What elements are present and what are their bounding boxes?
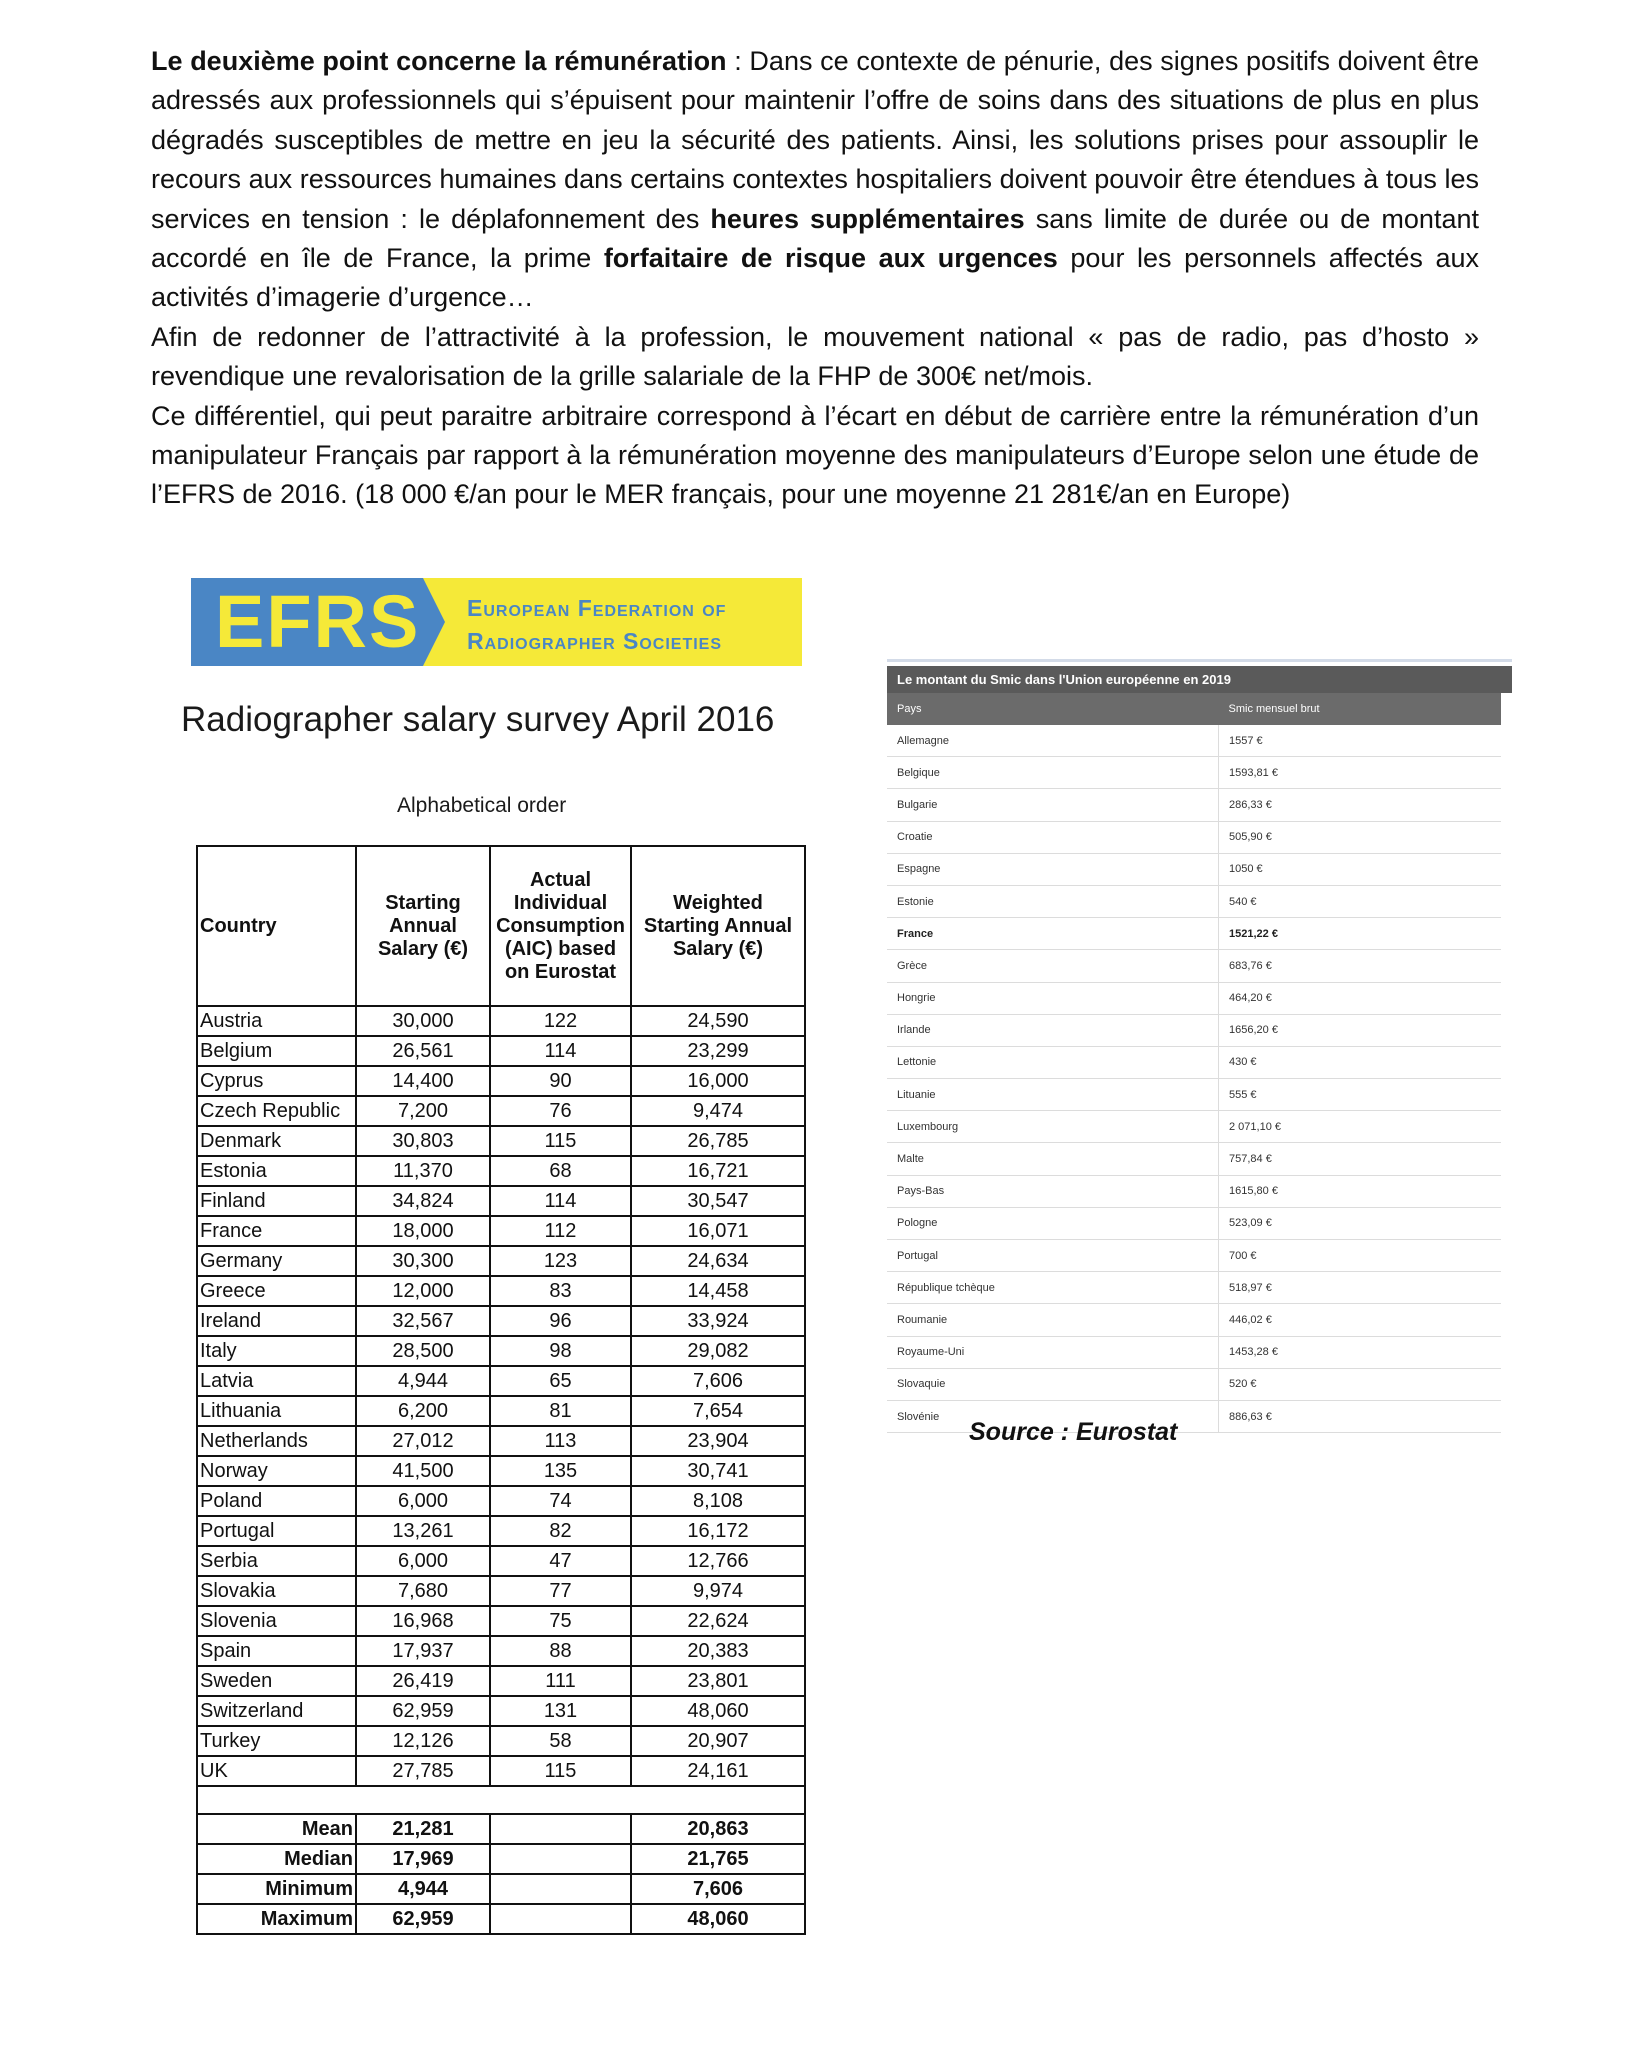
cell-aic: 115 bbox=[490, 1126, 631, 1156]
table-row bbox=[197, 1066, 805, 1096]
table-row bbox=[197, 1726, 805, 1756]
table-row bbox=[197, 1396, 805, 1426]
cell-weighted-salary: 33,924 bbox=[631, 1306, 805, 1336]
cell-aic: 111 bbox=[490, 1666, 631, 1696]
cell-weighted-salary: 30,741 bbox=[631, 1456, 805, 1486]
smic-row bbox=[887, 950, 1501, 982]
source-caption: Source : Eurostat bbox=[969, 1418, 1178, 1446]
smic-cell-amount: 886,63 € bbox=[1219, 1400, 1502, 1432]
salary-survey-table bbox=[196, 845, 806, 1935]
cell-country: Estonia bbox=[197, 1156, 356, 1186]
cell-country: Serbia bbox=[197, 1546, 356, 1576]
table-row bbox=[197, 1516, 805, 1546]
logo-mark: EFRS bbox=[215, 580, 421, 663]
smic-cell-country: Slovaquie bbox=[887, 1368, 1219, 1400]
table-row bbox=[197, 1756, 805, 1786]
cell-starting-salary: 28,500 bbox=[356, 1336, 490, 1366]
cell-aic: 47 bbox=[490, 1546, 631, 1576]
smic-cell-country: Lituanie bbox=[887, 1079, 1219, 1111]
cell-starting-salary: 11,370 bbox=[356, 1156, 490, 1186]
stats-row bbox=[197, 1814, 805, 1844]
cell-starting-salary: 16,968 bbox=[356, 1606, 490, 1636]
table-row bbox=[197, 1096, 805, 1126]
cell-stat-weighted: 48,060 bbox=[631, 1904, 805, 1934]
cell-stat-label: Maximum bbox=[197, 1904, 356, 1934]
cell-stat-salary: 21,281 bbox=[356, 1814, 490, 1844]
smic-row bbox=[887, 1014, 1501, 1046]
survey-subtitle: Alphabetical order bbox=[397, 794, 567, 817]
smic-row bbox=[887, 1272, 1501, 1304]
header-country: Country bbox=[197, 846, 356, 1006]
cell-starting-salary: 14,400 bbox=[356, 1066, 490, 1096]
smic-cell-amount: 555 € bbox=[1219, 1079, 1502, 1111]
cell-weighted-salary: 29,082 bbox=[631, 1336, 805, 1366]
smic-header-amount: Smic mensuel brut bbox=[1219, 693, 1502, 725]
cell-aic: 98 bbox=[490, 1336, 631, 1366]
cell-stat-empty bbox=[490, 1814, 631, 1844]
table-row bbox=[197, 1486, 805, 1516]
cell-country: France bbox=[197, 1216, 356, 1246]
smic-row bbox=[887, 918, 1501, 950]
smic-row bbox=[887, 853, 1501, 885]
cell-aic: 76 bbox=[490, 1096, 631, 1126]
table-row bbox=[197, 1036, 805, 1066]
logo-name-line: Radiographer Societies bbox=[467, 628, 723, 654]
cell-aic: 113 bbox=[490, 1426, 631, 1456]
cell-weighted-salary: 16,721 bbox=[631, 1156, 805, 1186]
smic-cell-amount: 1593,81 € bbox=[1219, 757, 1502, 789]
smic-cell-country: Luxembourg bbox=[887, 1111, 1219, 1143]
smic-row bbox=[887, 1304, 1501, 1336]
table-row bbox=[197, 1186, 805, 1216]
cell-aic: 88 bbox=[490, 1636, 631, 1666]
cell-aic: 83 bbox=[490, 1276, 631, 1306]
cell-starting-salary: 6,200 bbox=[356, 1396, 490, 1426]
smic-cell-amount: 2 071,10 € bbox=[1219, 1111, 1502, 1143]
cell-weighted-salary: 30,547 bbox=[631, 1186, 805, 1216]
cell-weighted-salary: 23,904 bbox=[631, 1426, 805, 1456]
smic-cell-amount: 1656,20 € bbox=[1219, 1014, 1502, 1046]
intro-text bbox=[151, 42, 1479, 515]
cell-aic: 65 bbox=[490, 1366, 631, 1396]
cell-aic: 58 bbox=[490, 1726, 631, 1756]
smic-cell-country: République tchèque bbox=[887, 1272, 1219, 1304]
smic-cell-country: Portugal bbox=[887, 1240, 1219, 1272]
cell-aic: 123 bbox=[490, 1246, 631, 1276]
cell-starting-salary: 7,680 bbox=[356, 1576, 490, 1606]
cell-starting-salary: 17,937 bbox=[356, 1636, 490, 1666]
table-row bbox=[197, 1156, 805, 1186]
table-row bbox=[197, 1456, 805, 1486]
cell-weighted-salary: 23,299 bbox=[631, 1036, 805, 1066]
table-row bbox=[197, 1546, 805, 1576]
cell-weighted-salary: 16,000 bbox=[631, 1066, 805, 1096]
cell-aic: 114 bbox=[490, 1036, 631, 1066]
smic-cell-country: Lettonie bbox=[887, 1046, 1219, 1078]
cell-country: UK bbox=[197, 1756, 356, 1786]
cell-weighted-salary: 22,624 bbox=[631, 1606, 805, 1636]
cell-weighted-salary: 48,060 bbox=[631, 1696, 805, 1726]
cell-country: Turkey bbox=[197, 1726, 356, 1756]
cell-weighted-salary: 16,172 bbox=[631, 1516, 805, 1546]
table-row bbox=[197, 1276, 805, 1306]
table-row bbox=[197, 1696, 805, 1726]
smic-cell-amount: 757,84 € bbox=[1219, 1143, 1502, 1175]
survey-title: Radiographer salary survey April 2016 bbox=[181, 700, 775, 739]
stats-row bbox=[197, 1844, 805, 1874]
cell-country: Slovenia bbox=[197, 1606, 356, 1636]
cell-aic: 74 bbox=[490, 1486, 631, 1516]
table-row bbox=[197, 1216, 805, 1246]
cell-weighted-salary: 7,606 bbox=[631, 1366, 805, 1396]
cell-starting-salary: 62,959 bbox=[356, 1696, 490, 1726]
stats-row bbox=[197, 1904, 805, 1934]
smic-row bbox=[887, 982, 1501, 1014]
logo-blue-point bbox=[423, 578, 445, 666]
cell-aic: 112 bbox=[490, 1216, 631, 1246]
smic-row bbox=[887, 1368, 1501, 1400]
cell-aic: 115 bbox=[490, 1756, 631, 1786]
smic-cell-country: Bulgarie bbox=[887, 789, 1219, 821]
bold-phrase-prime: forfaitaire de risque aux urgences bbox=[603, 243, 1058, 274]
cell-aic: 68 bbox=[490, 1156, 631, 1186]
cell-country: Switzerland bbox=[197, 1696, 356, 1726]
cell-aic: 77 bbox=[490, 1576, 631, 1606]
table-row bbox=[197, 1636, 805, 1666]
smic-row bbox=[887, 1111, 1501, 1143]
cell-aic: 90 bbox=[490, 1066, 631, 1096]
cell-weighted-salary: 16,071 bbox=[631, 1216, 805, 1246]
cell-country: Lithuania bbox=[197, 1396, 356, 1426]
cell-starting-salary: 6,000 bbox=[356, 1486, 490, 1516]
smic-cell-amount: 1050 € bbox=[1219, 853, 1502, 885]
bold-phrase-remuneration: Le deuxième point concerne la rémunération bbox=[151, 46, 727, 76]
cell-starting-salary: 12,126 bbox=[356, 1726, 490, 1756]
smic-cell-country: Irlande bbox=[887, 1014, 1219, 1046]
cell-starting-salary: 18,000 bbox=[356, 1216, 490, 1246]
cell-stat-label: Minimum bbox=[197, 1874, 356, 1904]
cell-starting-salary: 34,824 bbox=[356, 1186, 490, 1216]
smic-row bbox=[887, 1079, 1501, 1111]
cell-country: Denmark bbox=[197, 1126, 356, 1156]
smic-header-row bbox=[887, 693, 1501, 725]
smic-cell-country: Slovénie bbox=[887, 1400, 1219, 1432]
smic-row bbox=[887, 1143, 1501, 1175]
cell-weighted-salary: 8,108 bbox=[631, 1486, 805, 1516]
cell-aic: 96 bbox=[490, 1306, 631, 1336]
smic-cell-country: Estonie bbox=[887, 885, 1219, 917]
smic-cell-amount: 1557 € bbox=[1219, 725, 1502, 757]
smic-cell-amount: 700 € bbox=[1219, 1240, 1502, 1272]
table-spacer-row bbox=[197, 1786, 805, 1814]
cell-stat-label: Mean bbox=[197, 1814, 356, 1844]
cell-country: Portugal bbox=[197, 1516, 356, 1546]
smic-cell-amount: 1521,22 € bbox=[1219, 918, 1502, 950]
smic-row bbox=[887, 1046, 1501, 1078]
cell-weighted-salary: 7,654 bbox=[631, 1396, 805, 1426]
cell-aic: 131 bbox=[490, 1696, 631, 1726]
stats-row bbox=[197, 1874, 805, 1904]
smic-cell-amount: 518,97 € bbox=[1219, 1272, 1502, 1304]
cell-stat-label: Median bbox=[197, 1844, 356, 1874]
smic-cell-country: Espagne bbox=[887, 853, 1219, 885]
table-row bbox=[197, 1426, 805, 1456]
cell-weighted-salary: 24,634 bbox=[631, 1246, 805, 1276]
cell-stat-weighted: 7,606 bbox=[631, 1874, 805, 1904]
cell-country: Netherlands bbox=[197, 1426, 356, 1456]
cell-country: Norway bbox=[197, 1456, 356, 1486]
cell-country: Latvia bbox=[197, 1366, 356, 1396]
bold-phrase-heures: heures supplémentaires bbox=[710, 203, 1025, 234]
smic-cell-country: France bbox=[887, 918, 1219, 950]
cell-starting-salary: 13,261 bbox=[356, 1516, 490, 1546]
cell-starting-salary: 4,944 bbox=[356, 1366, 490, 1396]
cell-weighted-salary: 12,766 bbox=[631, 1546, 805, 1576]
cell-starting-salary: 30,803 bbox=[356, 1126, 490, 1156]
cell-weighted-salary: 14,458 bbox=[631, 1276, 805, 1306]
cell-country: Austria bbox=[197, 1006, 356, 1036]
smic-table bbox=[887, 693, 1501, 1433]
salary-survey-body bbox=[197, 1006, 805, 1934]
table-row bbox=[197, 1576, 805, 1606]
smic-cell-amount: 523,09 € bbox=[1219, 1207, 1502, 1239]
smic-cell-country: Malte bbox=[887, 1143, 1219, 1175]
cell-weighted-salary: 23,801 bbox=[631, 1666, 805, 1696]
cell-weighted-salary: 9,474 bbox=[631, 1096, 805, 1126]
cell-starting-salary: 7,200 bbox=[356, 1096, 490, 1126]
smic-row bbox=[887, 725, 1501, 757]
smic-panel bbox=[887, 659, 1512, 1433]
smic-cell-country: Belgique bbox=[887, 757, 1219, 789]
smic-row bbox=[887, 789, 1501, 821]
cell-aic: 114 bbox=[490, 1186, 631, 1216]
cell-stat-salary: 4,944 bbox=[356, 1874, 490, 1904]
smic-cell-amount: 464,20 € bbox=[1219, 982, 1502, 1014]
smic-cell-amount: 505,90 € bbox=[1219, 821, 1502, 853]
cell-stat-weighted: 20,863 bbox=[631, 1814, 805, 1844]
smic-row bbox=[887, 1336, 1501, 1368]
cell-country: Belgium bbox=[197, 1036, 356, 1066]
smic-cell-country: Croatie bbox=[887, 821, 1219, 853]
paragraph-remuneration bbox=[151, 42, 1479, 318]
text-run: sans limite de durée ou de montant accordé en île de France, la prime bbox=[151, 203, 1479, 274]
cell-country: Slovakia bbox=[197, 1576, 356, 1606]
header-aic: Actual Individual Consumption (AIC) based on Eurostat bbox=[490, 846, 631, 1006]
table-row bbox=[197, 1246, 805, 1276]
smic-cell-country: Royaume-Uni bbox=[887, 1336, 1219, 1368]
text-run: : Dans ce contexte de pénurie, des signes positifs doivent être adressés aux professionnels qui s’épuisent pour maintenir l’offre de soins dans des situations de plus en plus dégradés susceptibles de mettre en jeu la sécurité des patients. Ainsi, les solutions prises pour assouplir le recours aux ressources humaines dans certains contextes hospitaliers doivent pouvoir être étendues à tous les services en tension : le déplafonnement des bbox=[151, 46, 1479, 234]
table-row bbox=[197, 1006, 805, 1036]
smic-cell-amount: 430 € bbox=[1219, 1046, 1502, 1078]
cell-starting-salary: 32,567 bbox=[356, 1306, 490, 1336]
cell-starting-salary: 27,012 bbox=[356, 1426, 490, 1456]
cell-stat-salary: 62,959 bbox=[356, 1904, 490, 1934]
smic-cell-amount: 540 € bbox=[1219, 885, 1502, 917]
cell-starting-salary: 26,419 bbox=[356, 1666, 490, 1696]
paragraph-revendication: Afin de redonner de l’attractivité à la profession, le mouvement national « pas de radio, pas d’hosto » revendique une revalorisation de la grille salariale de la FHP de 300€ net/mois. bbox=[151, 321, 1479, 392]
smic-table-title: Le montant du Smic dans l'Union européenne en 2019 bbox=[887, 666, 1512, 693]
cell-aic: 75 bbox=[490, 1606, 631, 1636]
smic-body bbox=[887, 725, 1501, 1433]
cell-country: Ireland bbox=[197, 1306, 356, 1336]
paragraph-differentiel: Ce différentiel, qui peut paraitre arbitraire correspond à l’écart en début de carrière entre la rémunération d’un manipulateur Français par rapport à la rémunération moyenne des manipulateurs d’Europe selon une étude de l’EFRS de 2016. (18 000 €/an pour le MER français, pour une moyenne 21 281€/an en Europe) bbox=[151, 400, 1479, 510]
cell-country: Czech Republic bbox=[197, 1096, 356, 1126]
smic-row bbox=[887, 757, 1501, 789]
cell-starting-salary: 30,000 bbox=[356, 1006, 490, 1036]
cell-country: Germany bbox=[197, 1246, 356, 1276]
cell-weighted-salary: 26,785 bbox=[631, 1126, 805, 1156]
smic-row bbox=[887, 1175, 1501, 1207]
smic-cell-amount: 286,33 € bbox=[1219, 789, 1502, 821]
smic-cell-amount: 1453,28 € bbox=[1219, 1336, 1502, 1368]
table-row bbox=[197, 1306, 805, 1336]
smic-cell-amount: 683,76 € bbox=[1219, 950, 1502, 982]
table-row bbox=[197, 1666, 805, 1696]
cell-weighted-salary: 20,907 bbox=[631, 1726, 805, 1756]
cell-aic: 135 bbox=[490, 1456, 631, 1486]
table-row bbox=[197, 1366, 805, 1396]
table-row bbox=[197, 1606, 805, 1636]
smic-cell-country: Hongrie bbox=[887, 982, 1219, 1014]
smic-header-country: Pays bbox=[887, 693, 1219, 725]
cell-starting-salary: 41,500 bbox=[356, 1456, 490, 1486]
smic-row bbox=[887, 1240, 1501, 1272]
text-run: pour les personnels affectés aux activités d’imagerie d’urgence… bbox=[151, 243, 1479, 313]
logo-name-line: European Federation of bbox=[467, 595, 727, 621]
cell-aic: 122 bbox=[490, 1006, 631, 1036]
cell-starting-salary: 27,785 bbox=[356, 1756, 490, 1786]
logo-organisation-name bbox=[467, 592, 726, 658]
cell-weighted-salary: 20,383 bbox=[631, 1636, 805, 1666]
smic-cell-country: Pologne bbox=[887, 1207, 1219, 1239]
cell-stat-empty bbox=[490, 1874, 631, 1904]
cell-weighted-salary: 24,161 bbox=[631, 1756, 805, 1786]
table-row bbox=[197, 1126, 805, 1156]
cell-country: Cyprus bbox=[197, 1066, 356, 1096]
smic-cell-country: Pays-Bas bbox=[887, 1175, 1219, 1207]
cell-starting-salary: 26,561 bbox=[356, 1036, 490, 1066]
cell-country: Greece bbox=[197, 1276, 356, 1306]
smic-cell-country: Grèce bbox=[887, 950, 1219, 982]
cell-country: Poland bbox=[197, 1486, 356, 1516]
cell-starting-salary: 30,300 bbox=[356, 1246, 490, 1276]
cell-country: Finland bbox=[197, 1186, 356, 1216]
cell-stat-salary: 17,969 bbox=[356, 1844, 490, 1874]
cell-stat-empty bbox=[490, 1904, 631, 1934]
cell-weighted-salary: 9,974 bbox=[631, 1576, 805, 1606]
cell-country: Sweden bbox=[197, 1666, 356, 1696]
cell-starting-salary: 6,000 bbox=[356, 1546, 490, 1576]
cell-aic: 81 bbox=[490, 1396, 631, 1426]
table-row bbox=[197, 1336, 805, 1366]
header-starting-salary: Starting Annual Salary (€) bbox=[356, 846, 490, 1006]
efrs-logo bbox=[191, 578, 802, 666]
smic-row bbox=[887, 821, 1501, 853]
smic-cell-amount: 446,02 € bbox=[1219, 1304, 1502, 1336]
cell-country: Spain bbox=[197, 1636, 356, 1666]
table-header-row bbox=[197, 846, 805, 1006]
cell-aic: 82 bbox=[490, 1516, 631, 1546]
cell-country: Italy bbox=[197, 1336, 356, 1366]
cell-stat-empty bbox=[490, 1844, 631, 1874]
smic-cell-country: Allemagne bbox=[887, 725, 1219, 757]
cell-weighted-salary: 24,590 bbox=[631, 1006, 805, 1036]
smic-cell-country: Roumanie bbox=[887, 1304, 1219, 1336]
cell-stat-weighted: 21,765 bbox=[631, 1844, 805, 1874]
smic-cell-amount: 1615,80 € bbox=[1219, 1175, 1502, 1207]
smic-row bbox=[887, 885, 1501, 917]
cell-starting-salary: 12,000 bbox=[356, 1276, 490, 1306]
smic-cell-amount: 520 € bbox=[1219, 1368, 1502, 1400]
smic-row bbox=[887, 1207, 1501, 1239]
header-weighted-salary: Weighted Starting Annual Salary (€) bbox=[631, 846, 805, 1006]
